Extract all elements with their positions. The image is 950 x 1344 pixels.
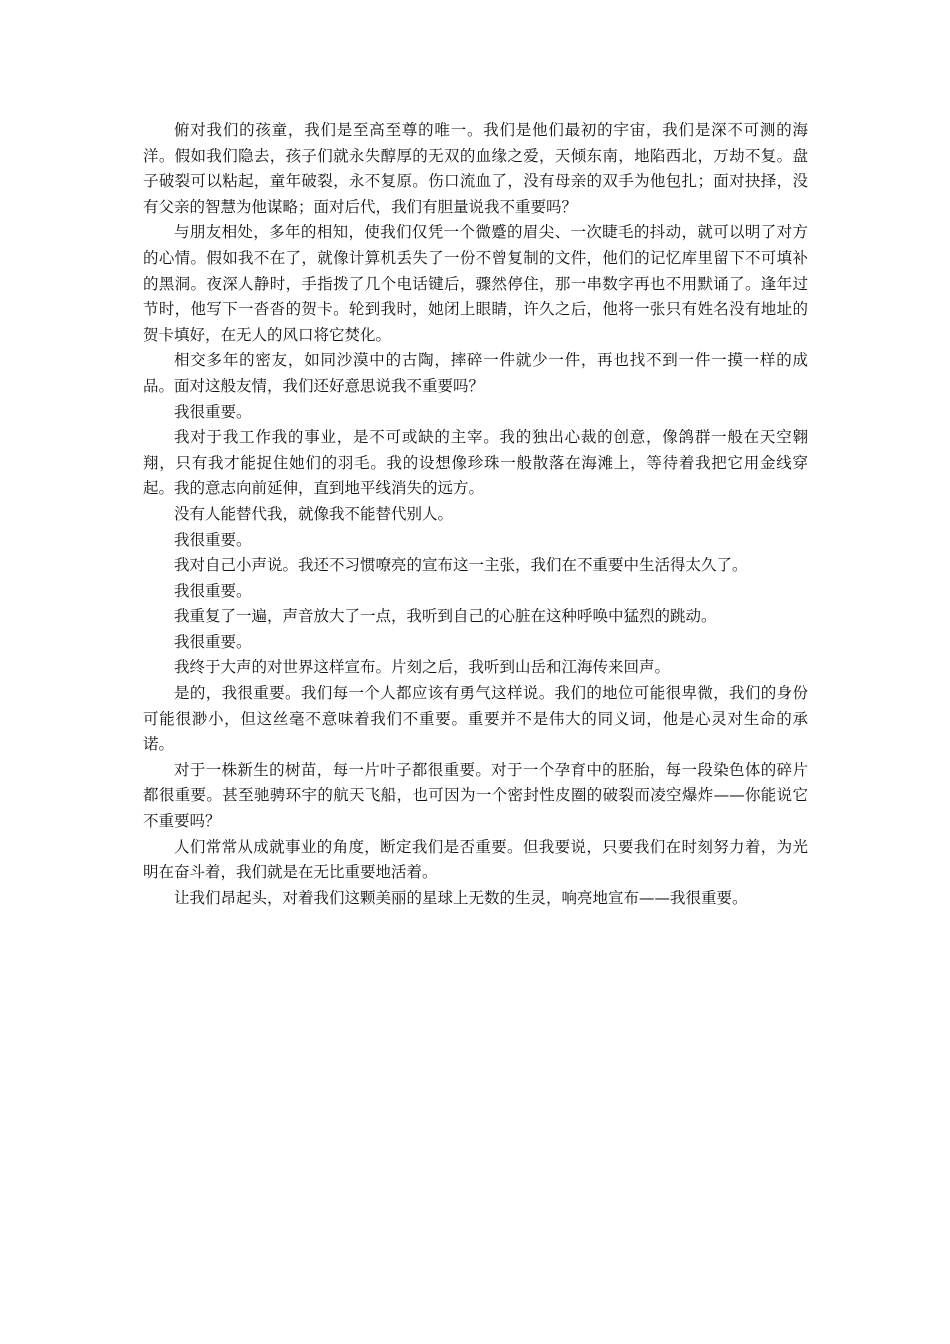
paragraph: 俯对我们的孩童，我们是至高至尊的唯一。我们是他们最初的宇宙，我们是深不可测的海洋。假如我们隐去，孩子们就永失醇厚的无双的血缘之爱，天倾东南，地陷西北，万劫不复。盘子破裂可以粘起，童年破裂，永不复原。伤口流血了，没有母亲的双手为他包扎；面对抉择，没有父亲的智慧为他谋略；面对后代，我们有胆量说我不重要吗？: [143, 121, 808, 216]
paragraph: 我对于我工作我的事业，是不可或缺的主宰。我的独出心裁的创意，像鸽群一般在天空翱翔，只有我才能捉住她们的羽毛。我的设想像珍珠一般散落在海滩上，等待着我把它用金线穿起。我的意志向前延伸，直到地平线消失的远方。: [143, 428, 808, 498]
paragraph: 我很重要。: [174, 530, 252, 549]
paragraph: 对于一株新生的树苗，每一片叶子都很重要。对于一个孕育中的胚胎，每一段染色体的碎片都很重要。甚至驰骋环宇的航天飞船，也可因为一个密封性皮圈的破裂而凌空爆炸——你能说它不重要吗？: [143, 760, 808, 831]
paragraph: 我终于大声的对世界这样宣布。片刻之后，我听到山岳和江海传来回声。: [174, 658, 671, 677]
paragraph: 与朋友相处，多年的相知，使我们仅凭一个微蹙的眉尖、一次睫毛的抖动，就可以明了对方的心情。假如我不在了，就像计算机丢失了一份不曾复制的文件，他们的记忆库里留下不可填补的黑洞。夜深人静时，手指拨了几个电话键后，骤然停住，那一串数字再也不用默诵了。逢年过节时，他写下一沓沓的贺卡。轮到我时，她闭上眼睛，许久之后，他将一张只有姓名没有地址的贺卡填好，在无人的风口将它焚化。: [143, 223, 808, 344]
paragraph: 没有人能替代我，就像我不能替代别人。: [174, 504, 454, 523]
paragraph: 我重复了一遍，声音放大了一点，我听到自己的心脏在这种呼唤中猛烈的跳动。: [174, 607, 717, 626]
paragraph: 我很重要。: [174, 632, 252, 651]
paragraph: 相交多年的密友，如同沙漠中的古陶，摔碎一件就少一件，再也找不到一件一摸一样的成品。面对这般友情，我们还好意思说我不重要吗？: [143, 351, 808, 395]
document-body: [143, 118, 808, 911]
paragraph: 人们常常从成就事业的角度，断定我们是否重要。但我要说，只要我们在时刻努力着，为光明在奋斗着，我们就是在无比重要地活着。: [143, 837, 808, 882]
paragraph: 我很重要。: [174, 402, 252, 421]
paragraph: 我很重要。: [174, 581, 252, 600]
paragraph: 我对自己小声说。我还不习惯嘹亮的宣布这一主张，我们在不重要中生活得太久了。: [174, 556, 748, 575]
paragraph: 让我们昂起头，对着我们这颗美丽的星球上无数的生灵，响亮地宣布——我很重要。: [174, 888, 748, 907]
paragraph: 是的，我很重要。我们每一个人都应该有勇气这样说。我们的地位可能很卑微，我们的身份可能很渺小，但这丝毫不意味着我们不重要。重要并不是伟大的同义词，他是心灵对生命的承诺。: [143, 684, 808, 754]
